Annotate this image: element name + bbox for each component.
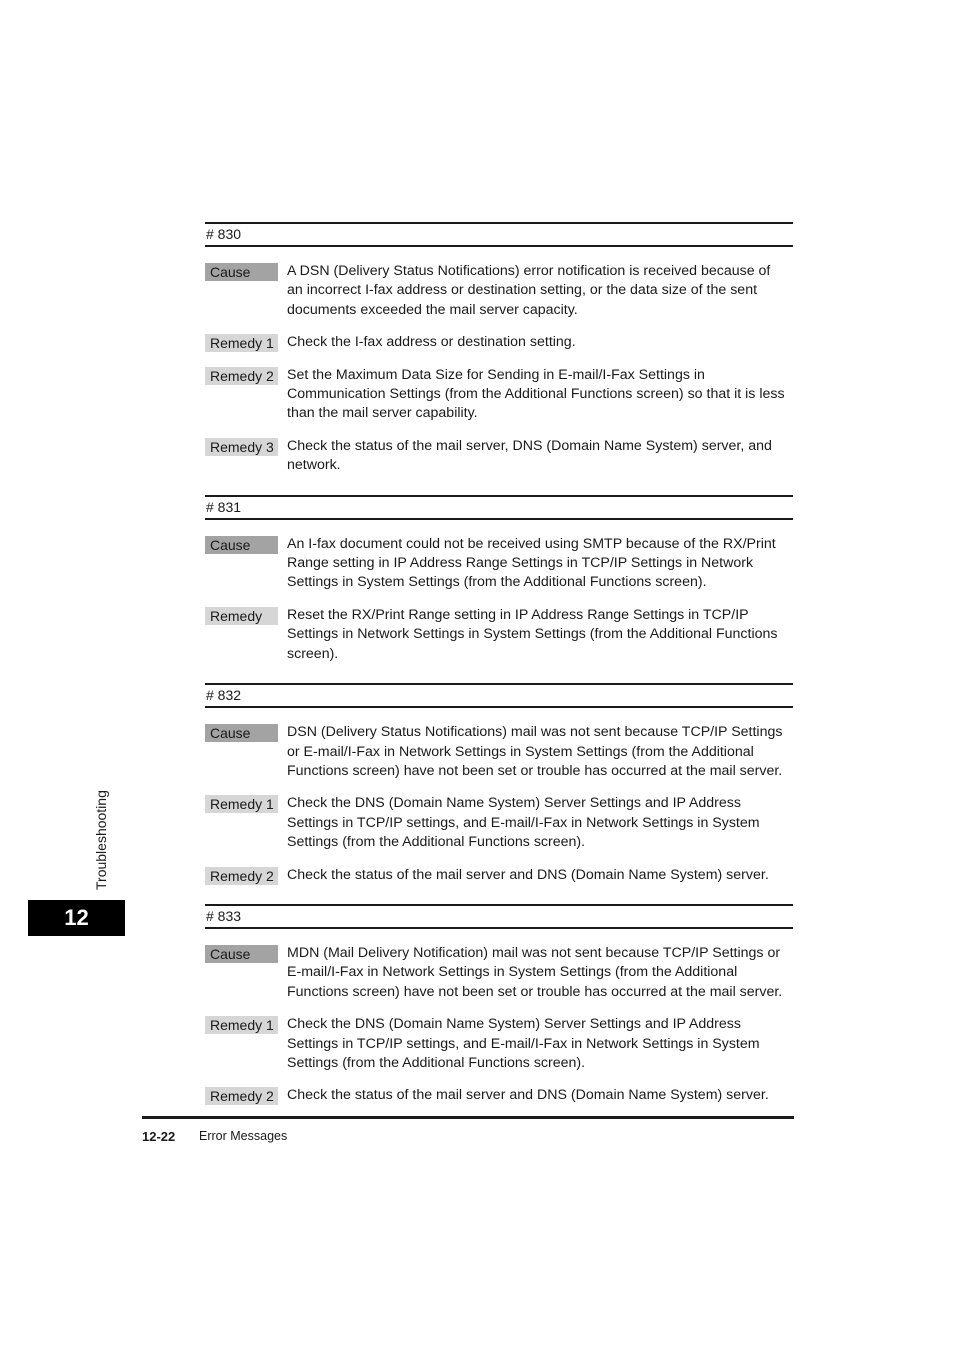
error-section-body <box>205 520 793 664</box>
remedy-badge: Remedy <box>205 607 278 625</box>
remedy-text: Check the DNS (Domain Name System) Server Settings and IP Address Settings in TCP/IP settings, and E-mail/I-Fax in Network Settings in System Settings (from the Additional Functions screen). <box>287 1016 760 1071</box>
cause-text: MDN (Mail Delivery Notification) mail was not sent because TCP/IP Settings or E-mail/I-Fax in Network Settings in System Settings (from the Additional Functions screen) have not been set or trouble has occurred at the mail server. <box>287 944 783 1000</box>
error-section <box>205 495 793 664</box>
cause-text: An I-fax document could not be received using SMTP because of the RX/Print Range setting in IP Address Range Settings in TCP/IP Settings in Network Settings in System Settings (from the Additional Functions screen). <box>287 535 776 591</box>
remedy-badge: Remedy 1 <box>205 1016 278 1034</box>
cause-badge: Cause <box>205 263 278 281</box>
remedy-text: Reset the RX/Print Range setting in IP Address Range Settings in TCP/IP Settings in Network Settings in System Settings (from the Additional Functions screen). <box>287 606 778 662</box>
chapter-side-label: Troubleshooting <box>93 790 109 890</box>
chapter-tab: 12 <box>28 900 125 936</box>
cause-badge: Cause <box>205 945 278 963</box>
cause-entry <box>205 944 793 1002</box>
error-list <box>205 222 793 1125</box>
error-section <box>205 683 793 885</box>
cause-badge: Cause <box>205 724 278 742</box>
cause-entry <box>205 262 793 320</box>
error-section <box>205 222 793 476</box>
remedy-entry <box>205 333 793 352</box>
footer-section-title: Error Messages <box>199 1129 288 1143</box>
remedy-text: Check the I-fax address or destination setting. <box>287 334 576 351</box>
error-code-heading: # 830 <box>205 222 793 247</box>
error-section-body <box>205 708 793 885</box>
error-sections <box>205 222 793 1106</box>
cause-text: A DSN (Delivery Status Notifications) error notification is received because of an incorrect I-fax address or destination setting, or the data size of the sent documents exceeded the mail server capacity. <box>287 263 771 318</box>
remedy-text: Check the status of the mail server and DNS (Domain Name System) server. <box>287 866 769 883</box>
error-code-heading: # 831 <box>205 495 793 520</box>
remedy-badge: Remedy 2 <box>205 1087 278 1105</box>
remedy-badge: Remedy 3 <box>205 438 278 456</box>
error-code-heading: # 833 <box>205 904 793 929</box>
cause-text: DSN (Delivery Status Notifications) mail was not sent because TCP/IP Settings or E-mail/I-Fax in Network Settings in System Settings (from the Additional Functions screen) have not been set or trouble has occurred at the mail server. <box>287 724 783 779</box>
error-code-heading: # 832 <box>205 683 793 708</box>
remedy-entry <box>205 1086 793 1105</box>
remedy-badge: Remedy 2 <box>205 367 278 385</box>
cause-entry <box>205 723 793 781</box>
remedy-text: Check the DNS (Domain Name System) Server Settings and IP Address Settings in TCP/IP settings, and E-mail/I-Fax in Network Settings in System Settings (from the Additional Functions screen). <box>287 795 760 851</box>
remedy-badge: Remedy 1 <box>205 795 278 813</box>
remedy-entry <box>205 1015 793 1073</box>
remedy-entry <box>205 366 793 424</box>
cause-entry <box>205 535 793 593</box>
error-section <box>205 904 793 1106</box>
remedy-entry <box>205 606 793 664</box>
page-number: 12-22 <box>142 1129 176 1144</box>
cause-badge: Cause <box>205 536 278 554</box>
footer-rule <box>142 1116 794 1119</box>
remedy-text: Check the status of the mail server, DNS (Domain Name System) server, and network. <box>287 437 772 474</box>
remedy-entry <box>205 437 793 476</box>
remedy-text: Set the Maximum Data Size for Sending in E-mail/I-Fax Settings in Communication Settings (from the Additional Functions screen) so that it is less than the mail server capability. <box>287 366 785 422</box>
error-section-body <box>205 247 793 476</box>
remedy-badge: Remedy 2 <box>205 867 278 885</box>
remedy-text: Check the status of the mail server and DNS (Domain Name System) server. <box>287 1087 769 1104</box>
remedy-badge: Remedy 1 <box>205 334 278 352</box>
remedy-entry <box>205 794 793 852</box>
remedy-entry <box>205 866 793 885</box>
error-section-body <box>205 929 793 1106</box>
